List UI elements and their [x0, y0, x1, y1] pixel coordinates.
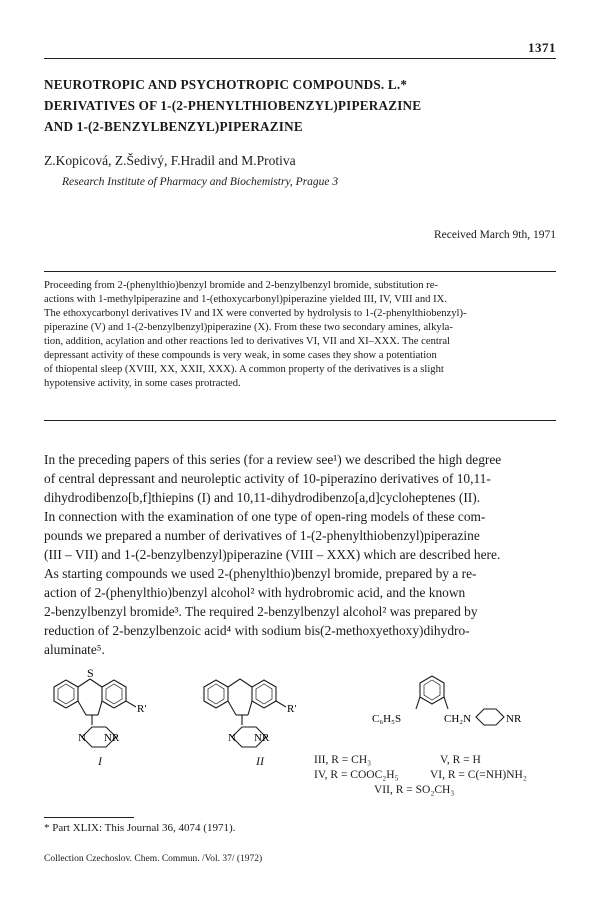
structure-ii-atom-nr: NR — [254, 732, 270, 744]
structure-def: III, R = CH₃ — [314, 754, 372, 766]
footnote: * Part XLIX: This Journal 36, 4074 (1971). — [44, 822, 236, 834]
body-line: reduction of 2-benzylbenzoic acid⁴ with sodium bis(2-methoxyethoxy)dihydro- — [44, 623, 470, 638]
abstract-bottom-rule — [44, 420, 556, 421]
abstract-line: actions with 1-methylpiperazine and 1-(ethoxycarbonyl)piperazine yielded III, IV, VIII and IX. — [44, 294, 447, 305]
title-line-1: NEUROTROPIC AND PSYCHOTROPIC COMPOUNDS. L.* — [44, 77, 408, 92]
structure-i-atom-s: S — [87, 666, 94, 680]
received-date: Received March 9th, 1971 — [434, 229, 556, 241]
abstract-line: Proceeding from 2-(phenylthio)benzyl bromide and 2-benzylbenzyl bromide, substitution re- — [44, 280, 438, 291]
body-line: 2-benzylbenzyl bromide³. The required 2-benzylbenzyl alcohol² was prepared by — [44, 604, 478, 619]
structure-ii-sub: R′ — [287, 703, 297, 715]
structure-i-skeleton — [54, 679, 136, 747]
body-line: As starting compounds we used 2-(phenylthio)benzyl bromide, prepared by a re- — [44, 566, 477, 581]
structure-i-atom-n: N — [78, 732, 86, 744]
structure-ii-label: II — [256, 754, 264, 768]
structure-iii-left: C₆H₅S — [372, 713, 402, 725]
chemical-structures — [44, 665, 556, 815]
structure-i-label: I — [98, 754, 102, 768]
structure-ii-atom-n: N — [228, 732, 236, 744]
body-line: (III – VII) and 1-(2-benzylbenzyl)piperazine (VIII – XXX) which are described here. — [44, 547, 501, 562]
structure-iii-nr: NR — [506, 713, 522, 725]
structure-ii-skeleton — [204, 679, 286, 747]
body-line: aluminate⁵. — [44, 642, 105, 657]
abstract-top-rule — [44, 271, 556, 272]
abstract-line: The ethoxycarbonyl derivatives IV and IX were converted by hydrolysis to 1-(2-phenylthiobenzyl)- — [44, 308, 467, 319]
structure-i-sub: R′ — [137, 703, 147, 715]
structure-iii-right: CH₂N — [444, 713, 472, 725]
structure-def: VII, R = SO₂CH₃ — [374, 784, 455, 796]
structure-def: IV, R = COOC₂H₅ — [314, 769, 399, 781]
title-line-3: AND 1-(2-BENZYLBENZYL)PIPERAZINE — [44, 119, 303, 134]
abstract-line: of thiopental sleep (XVIII, XX, XXII, XXX). A common property of the derivatives is a slight — [44, 364, 444, 375]
body-line: pounds we prepared a number of derivatives of 1-(2-phenylthiobenzyl)piperazine — [44, 528, 480, 543]
structure-i-atom-nr: NR — [104, 732, 120, 744]
article-title — [44, 74, 564, 137]
title-line-2: DERIVATIVES OF 1-(2-PHENYLTHIOBENZYL)PIPERAZINE — [44, 98, 422, 113]
abstract-line: hypotensive activity, in some cases protracted. — [44, 378, 241, 389]
body-text — [44, 450, 556, 659]
abstract-line: tion, addition, acylation and other reactions led to derivatives VI, VII and XI–XXX. The central — [44, 336, 450, 347]
journal-citation: Collection Czechoslov. Chem. Commun. /Vol. 37/ (1972) — [44, 854, 263, 864]
body-line: In the preceding papers of this series (for a review see¹) we described the high degree — [44, 452, 502, 467]
abstract — [44, 279, 556, 391]
body-line: dihydrodibenzo[b,f]thiepins (I) and 10,11-dihydrodibenzo[a,d]cycloheptenes (II). — [44, 490, 481, 505]
body-line: In connection with the examination of one type of open-ring models of these com- — [44, 509, 486, 524]
author-list: Z.Kopicová, Z.Šedivý, F.Hradil and M.Protiva — [44, 153, 296, 168]
body-line: of central depressant and neuroleptic activity of 10-piperazino derivatives of 10,11- — [44, 471, 491, 486]
structure-def: VI, R = C(=NH)NH₂ — [430, 769, 527, 781]
affiliation: Research Institute of Pharmacy and Biochemistry, Prague 3 — [62, 176, 339, 188]
structure-def: V, R = H — [440, 754, 481, 766]
page-number: 1371 — [528, 40, 556, 55]
body-line: action of 2-(phenylthio)benzyl alcohol² with hydrobromic acid, and the known — [44, 585, 466, 600]
abstract-line: piperazine (V) and 1-(2-benzylbenzyl)piperazine (X). From these two secondary amines, alkyla- — [44, 322, 453, 333]
footnote-rule — [44, 817, 134, 818]
header-rule — [44, 58, 556, 59]
structure-drawings — [44, 665, 556, 815]
abstract-line: depressant activity of these compounds is very weak, in some cases they show a potentiation — [44, 350, 437, 361]
